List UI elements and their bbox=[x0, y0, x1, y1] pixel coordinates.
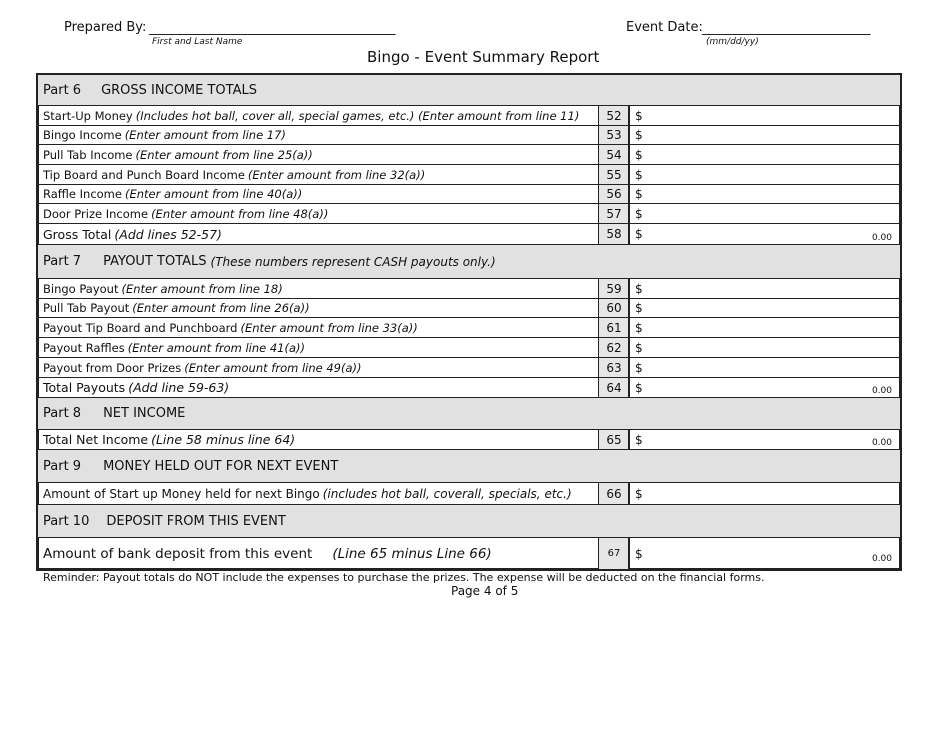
line-desc: Bingo Payout bbox=[43, 281, 119, 296]
part9-title: MONEY HELD OUT FOR NEXT EVENT bbox=[103, 458, 339, 474]
line-59 bbox=[38, 279, 900, 299]
event-date-label: Event Date: bbox=[626, 20, 703, 35]
dollar-sign: $ bbox=[635, 147, 643, 162]
dollar-sign: $ bbox=[635, 167, 643, 182]
prepared-by-label: Prepared By: bbox=[64, 20, 147, 35]
line-note: (Enter amount from line 49(a)) bbox=[184, 360, 362, 375]
amount-field[interactable] bbox=[628, 106, 900, 125]
line-desc: Total Net Income bbox=[43, 432, 149, 447]
amount-field[interactable] bbox=[628, 378, 900, 397]
event-date-field[interactable]: ____________________________ bbox=[702, 21, 870, 36]
line-61 bbox=[38, 318, 900, 338]
line-number: 63 bbox=[598, 358, 630, 377]
line-note: (Enter amount from line 26(a)) bbox=[132, 301, 310, 315]
line-note: (Enter amount from line 17) bbox=[124, 128, 286, 142]
part6-title: GROSS INCOME TOTALS bbox=[101, 82, 257, 98]
amount-field[interactable] bbox=[628, 358, 900, 377]
dollar-sign: $ bbox=[635, 281, 643, 296]
line-53 bbox=[38, 126, 900, 145]
reminder-text: Reminder: Payout totals do NOT include the expenses to purchase the prizes. The expense will be deducted on the financial forms. bbox=[43, 571, 765, 584]
line-note: (Enter amount from line 25(a)) bbox=[135, 147, 313, 162]
part8-header bbox=[38, 398, 900, 430]
prepared-by-field[interactable]: _________________________________________ bbox=[149, 21, 395, 36]
line-55 bbox=[38, 165, 900, 185]
dollar-sign: $ bbox=[635, 486, 643, 501]
line-note: (Enter amount from line 33(a)) bbox=[240, 320, 418, 335]
line-desc: Payout Tip Board and Punchboard bbox=[43, 320, 238, 335]
line-desc: Raffle Income bbox=[43, 187, 122, 201]
amount-value: 0.00 bbox=[871, 386, 892, 396]
line-note: (Enter amount from line 18) bbox=[121, 281, 283, 296]
line-number: 54 bbox=[598, 145, 630, 164]
line-52 bbox=[38, 106, 900, 126]
dollar-sign: $ bbox=[635, 360, 643, 375]
line-62 bbox=[38, 338, 900, 358]
line-60 bbox=[38, 299, 900, 318]
line-desc: Start-Up Money bbox=[43, 108, 133, 123]
line-note: (Add line 59-63) bbox=[128, 380, 230, 395]
line-desc: Total Payouts bbox=[43, 380, 126, 395]
line-note: (Enter amount from line 48(a)) bbox=[151, 206, 329, 221]
line-number: 55 bbox=[598, 165, 630, 184]
line-desc: Amount of bank deposit from this event bbox=[43, 545, 313, 562]
amount-field[interactable] bbox=[628, 430, 900, 449]
part8-title: NET INCOME bbox=[103, 406, 186, 421]
part7-note: (These numbers represent CASH payouts only.) bbox=[210, 254, 496, 269]
line-number: 56 bbox=[598, 185, 630, 203]
line-note: (Includes hot ball, cover all, special games, etc.) (Enter amount from line 11) bbox=[135, 108, 580, 123]
line-note: (Add lines 52-57) bbox=[114, 226, 222, 242]
part7-title: PAYOUT TOTALS bbox=[103, 254, 207, 269]
line-number: 59 bbox=[598, 279, 630, 298]
line-number: 66 bbox=[598, 483, 630, 504]
line-63 bbox=[38, 358, 900, 378]
amount-field[interactable] bbox=[628, 145, 900, 164]
amount-field[interactable] bbox=[628, 126, 900, 144]
line-67-bank-deposit bbox=[38, 538, 900, 569]
line-desc: Amount of Start up Money held for next Bingo bbox=[43, 486, 320, 501]
line-note: (Enter amount from line 41(a)) bbox=[127, 340, 305, 355]
part10-header bbox=[38, 505, 900, 538]
part7-number: Part 7 bbox=[43, 254, 82, 269]
line-number: 67 bbox=[598, 538, 630, 569]
line-64-total-payouts bbox=[38, 378, 900, 398]
line-54 bbox=[38, 145, 900, 165]
amount-field[interactable] bbox=[628, 318, 900, 337]
amount-field[interactable] bbox=[628, 338, 900, 357]
part8-number: Part 8 bbox=[43, 406, 82, 421]
part7-header bbox=[38, 245, 900, 279]
amount-field[interactable] bbox=[628, 299, 900, 317]
line-65-net-income bbox=[38, 430, 900, 450]
amount-field[interactable] bbox=[628, 204, 900, 223]
dollar-sign: $ bbox=[635, 187, 643, 201]
line-desc: Door Prize Income bbox=[43, 206, 149, 221]
line-desc: Bingo Income bbox=[43, 128, 122, 142]
dollar-sign: $ bbox=[635, 206, 643, 221]
part10-number: Part 10 bbox=[43, 513, 90, 529]
line-56 bbox=[38, 185, 900, 204]
line-desc: Pull Tab Payout bbox=[43, 301, 130, 315]
part6-header bbox=[38, 75, 900, 106]
line-desc: Tip Board and Punch Board Income bbox=[43, 167, 245, 182]
page-number: Page 4 of 5 bbox=[451, 584, 519, 598]
line-number: 60 bbox=[598, 299, 630, 317]
dollar-sign: $ bbox=[635, 320, 643, 335]
dollar-sign: $ bbox=[635, 380, 643, 395]
line-note: (includes hot ball, coverall, specials, etc.) bbox=[322, 486, 572, 501]
dollar-sign: $ bbox=[635, 227, 643, 241]
line-number: 58 bbox=[598, 224, 630, 244]
amount-field[interactable] bbox=[628, 224, 900, 244]
line-desc: Pull Tab Income bbox=[43, 147, 133, 162]
line-number: 62 bbox=[598, 338, 630, 357]
amount-field[interactable] bbox=[628, 483, 900, 504]
dollar-sign: $ bbox=[635, 546, 643, 561]
amount-value: 0.00 bbox=[871, 438, 892, 448]
part9-number: Part 9 bbox=[43, 458, 82, 474]
event-date-sublabel: (mm/dd/yy) bbox=[706, 37, 759, 47]
line-number: 64 bbox=[598, 378, 630, 397]
dollar-sign: $ bbox=[635, 301, 643, 315]
line-number: 53 bbox=[598, 126, 630, 144]
line-desc: Gross Total bbox=[43, 226, 112, 242]
dollar-sign: $ bbox=[635, 108, 643, 123]
amount-field[interactable] bbox=[628, 279, 900, 298]
part6-number: Part 6 bbox=[43, 82, 82, 98]
line-66-start-up-held bbox=[38, 483, 900, 505]
line-note: (Enter amount from line 40(a)) bbox=[124, 187, 303, 201]
prepared-by-sublabel: First and Last Name bbox=[152, 37, 243, 47]
line-57 bbox=[38, 204, 900, 224]
amount-field[interactable] bbox=[628, 185, 900, 203]
line-desc: Payout Raffles bbox=[43, 340, 125, 355]
amount-field[interactable] bbox=[628, 538, 900, 569]
line-number: 57 bbox=[598, 204, 630, 223]
part10-title: DEPOSIT FROM THIS EVENT bbox=[106, 513, 286, 529]
amount-value: 0.00 bbox=[871, 554, 892, 564]
page-title: Bingo - Event Summary Report bbox=[367, 48, 600, 66]
dollar-sign: $ bbox=[635, 432, 643, 447]
line-number: 52 bbox=[598, 106, 630, 125]
amount-value: 0.00 bbox=[871, 233, 892, 243]
line-note: (Enter amount from line 32(a)) bbox=[247, 167, 426, 182]
part9-header bbox=[38, 450, 900, 483]
line-note: (Line 65 minus Line 66) bbox=[332, 545, 492, 562]
line-note: (Line 58 minus line 64) bbox=[151, 432, 296, 447]
line-number: 65 bbox=[598, 430, 630, 449]
dollar-sign: $ bbox=[635, 340, 643, 355]
dollar-sign: $ bbox=[635, 128, 643, 142]
line-number: 61 bbox=[598, 318, 630, 337]
line-desc: Payout from Door Prizes bbox=[43, 360, 182, 375]
amount-field[interactable] bbox=[628, 165, 900, 184]
line-58-gross-total bbox=[38, 224, 900, 245]
